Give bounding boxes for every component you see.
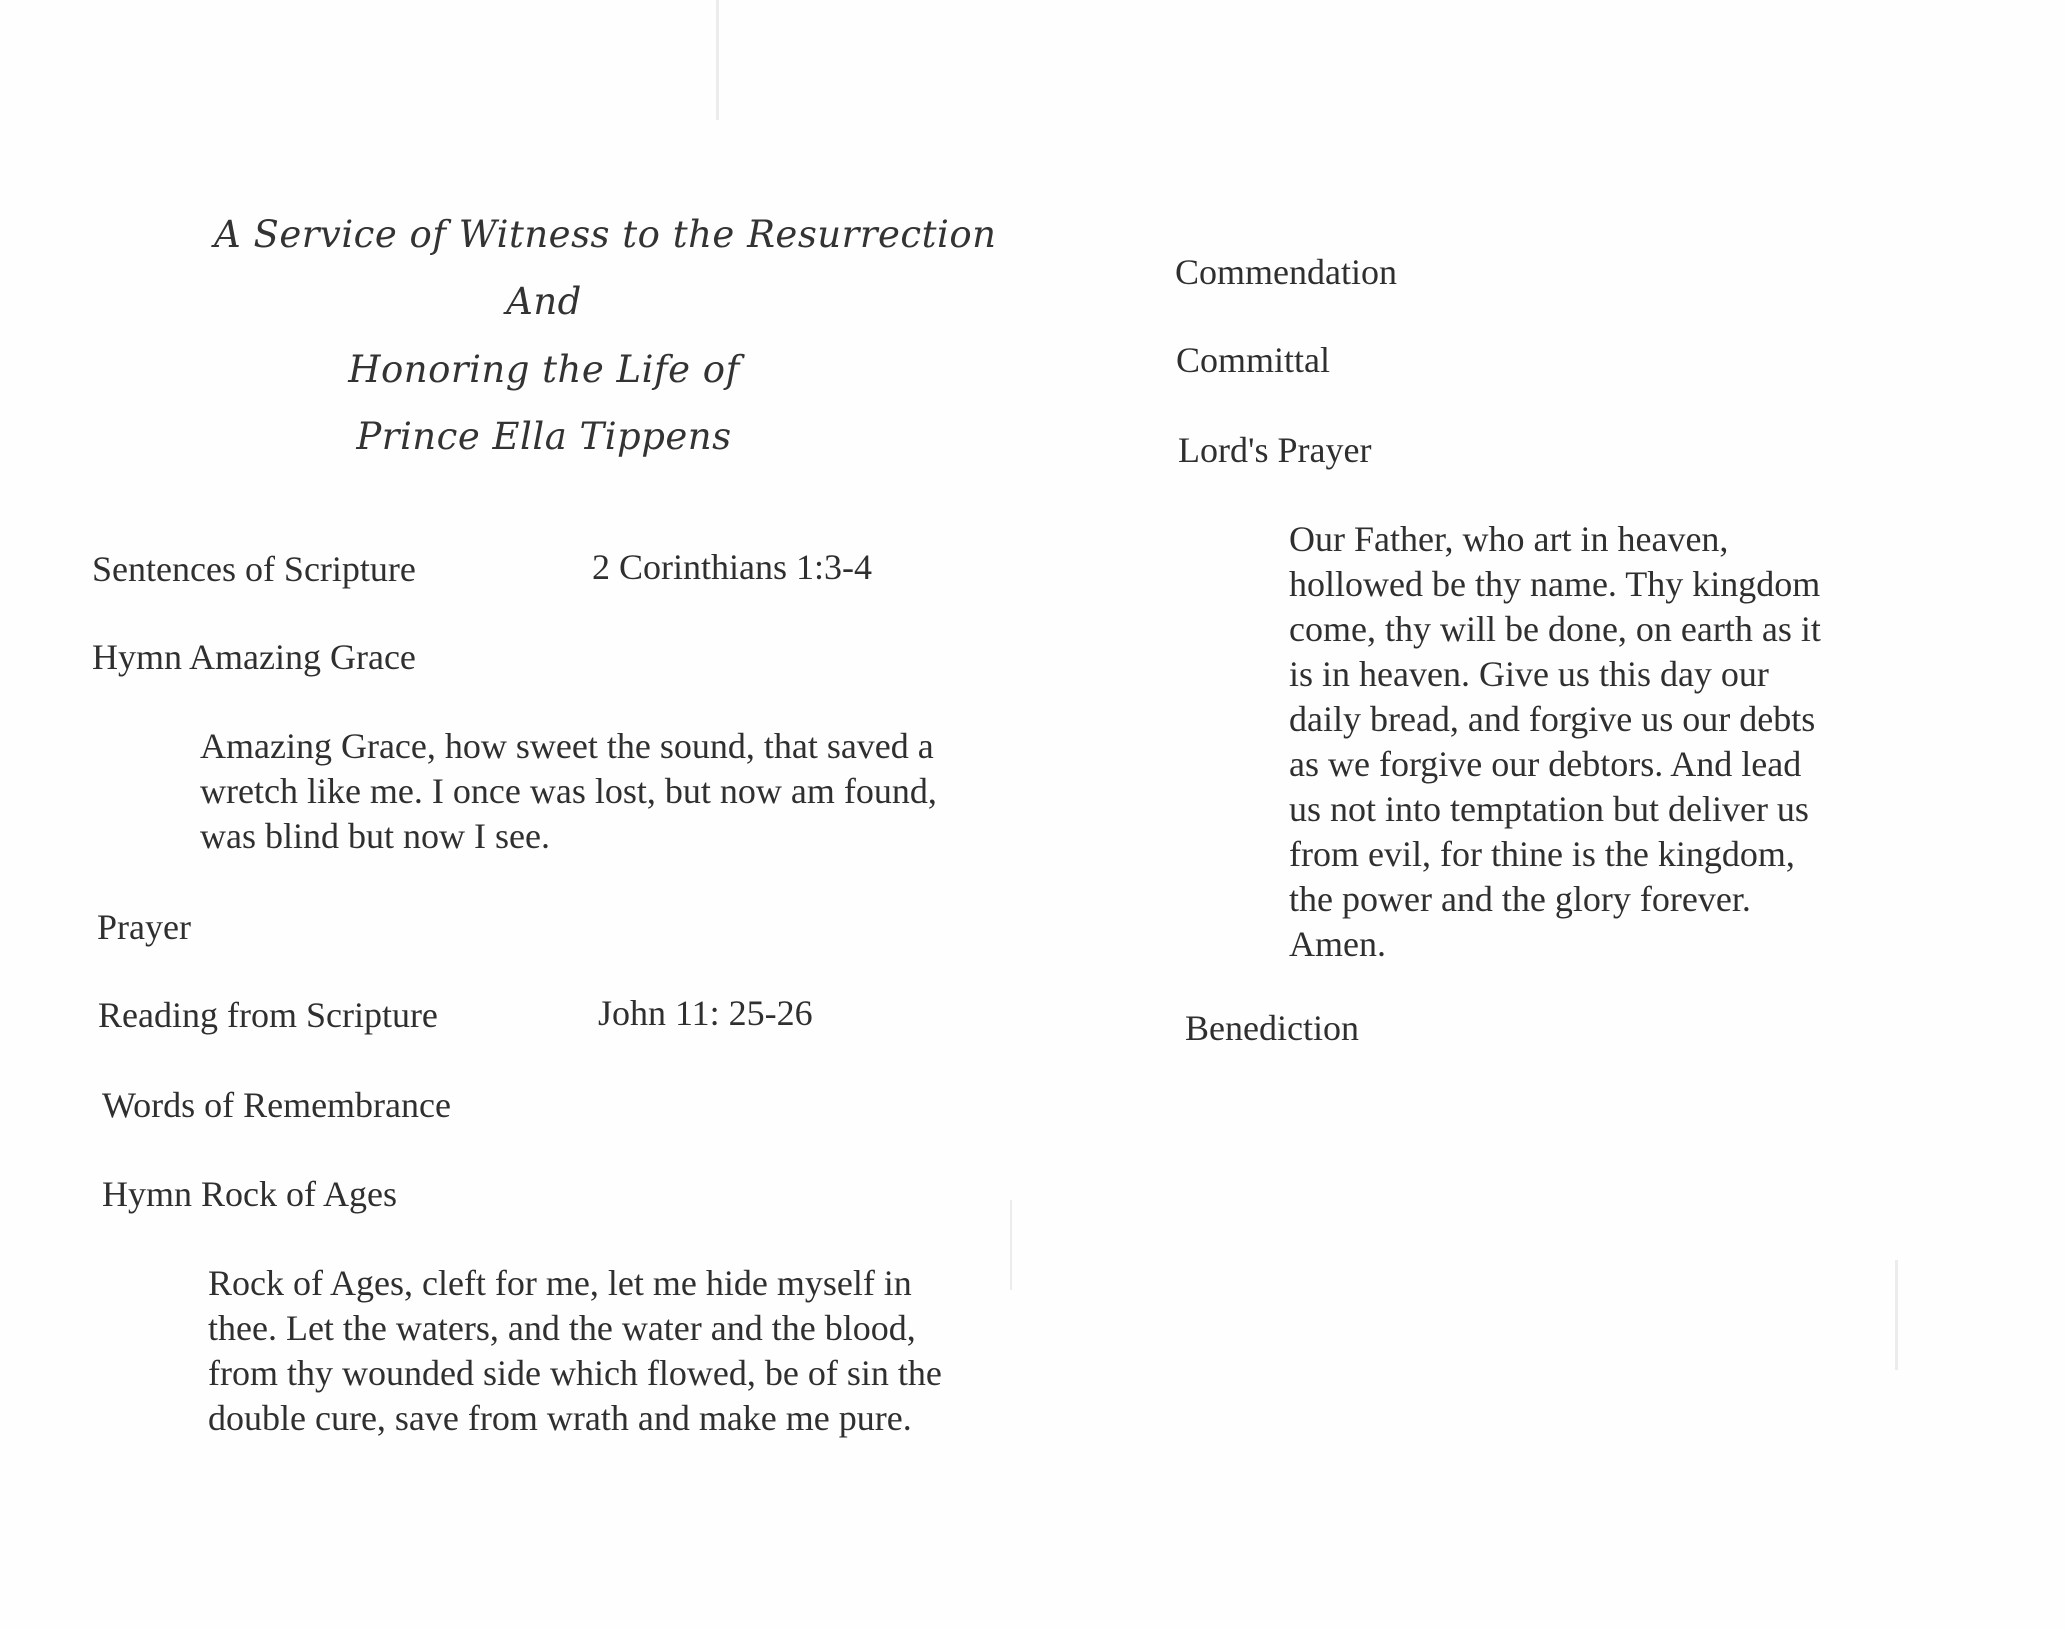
bleed-through-mark	[1895, 1260, 1898, 1370]
lyric-line: Amazing Grace, how sweet the sound, that saved a	[200, 726, 934, 766]
bleed-through-mark	[1010, 1200, 1012, 1290]
lyric-line: was blind but now I see.	[200, 816, 550, 856]
benediction-label: Benediction	[1185, 1008, 1359, 1048]
prayer-line: us not into temptation but deliver us	[1289, 789, 1809, 829]
lords-prayer-text	[1289, 517, 1821, 967]
lords-prayer-label: Lord's Prayer	[1178, 430, 1372, 470]
bleed-through-mark	[716, 0, 719, 120]
prayer-line: is in heaven. Give us this day our	[1289, 654, 1769, 694]
prayer-label: Prayer	[97, 907, 191, 947]
reading-from-scripture-label: Reading from Scripture	[98, 995, 438, 1035]
prayer-line: from evil, for thine is the kingdom,	[1289, 834, 1795, 874]
prayer-line: Our Father, who art in heaven,	[1289, 519, 1729, 559]
lyric-line: double cure, save from wrath and make me pure.	[208, 1398, 912, 1438]
lyric-line: Rock of Ages, cleft for me, let me hide myself in	[208, 1263, 912, 1303]
deceased-name: Prince Ella Tippens	[356, 415, 732, 458]
service-title-line2: And	[506, 280, 582, 323]
commendation-label: Commendation	[1175, 252, 1397, 292]
sentences-of-scripture-label: Sentences of Scripture	[92, 549, 416, 589]
prayer-line: hollowed be thy name. Thy kingdom	[1289, 564, 1821, 604]
words-of-remembrance-label: Words of Remembrance	[102, 1085, 451, 1125]
hymn-rock-of-ages-label: Hymn Rock of Ages	[102, 1174, 397, 1214]
hymn-amazing-grace-label: Hymn Amazing Grace	[92, 637, 416, 677]
prayer-line: come, thy will be done, on earth as it	[1289, 609, 1821, 649]
committal-label: Committal	[1176, 340, 1331, 380]
hymn-rock-of-ages-lyrics	[208, 1261, 942, 1441]
prayer-line: the power and the glory forever.	[1289, 879, 1751, 919]
service-title-line1: A Service of Witness to the Resurrection	[214, 213, 997, 256]
prayer-line: Amen.	[1289, 924, 1386, 964]
service-title-line3: Honoring the Life of	[348, 348, 740, 391]
lyric-line: thee. Let the waters, and the water and the blood,	[208, 1308, 916, 1348]
prayer-line: daily bread, and forgive us our debts	[1289, 699, 1816, 739]
reading-from-scripture-reference: John 11: 25-26	[598, 993, 813, 1033]
prayer-line: as we forgive our debtors. And lead	[1289, 744, 1802, 784]
lyric-line: wretch like me. I once was lost, but now am found,	[200, 771, 937, 811]
sentences-of-scripture-reference: 2 Corinthians 1:3-4	[592, 547, 872, 587]
lyric-line: from thy wounded side which flowed, be of sin the	[208, 1353, 942, 1393]
hymn-amazing-grace-lyrics	[200, 724, 937, 859]
